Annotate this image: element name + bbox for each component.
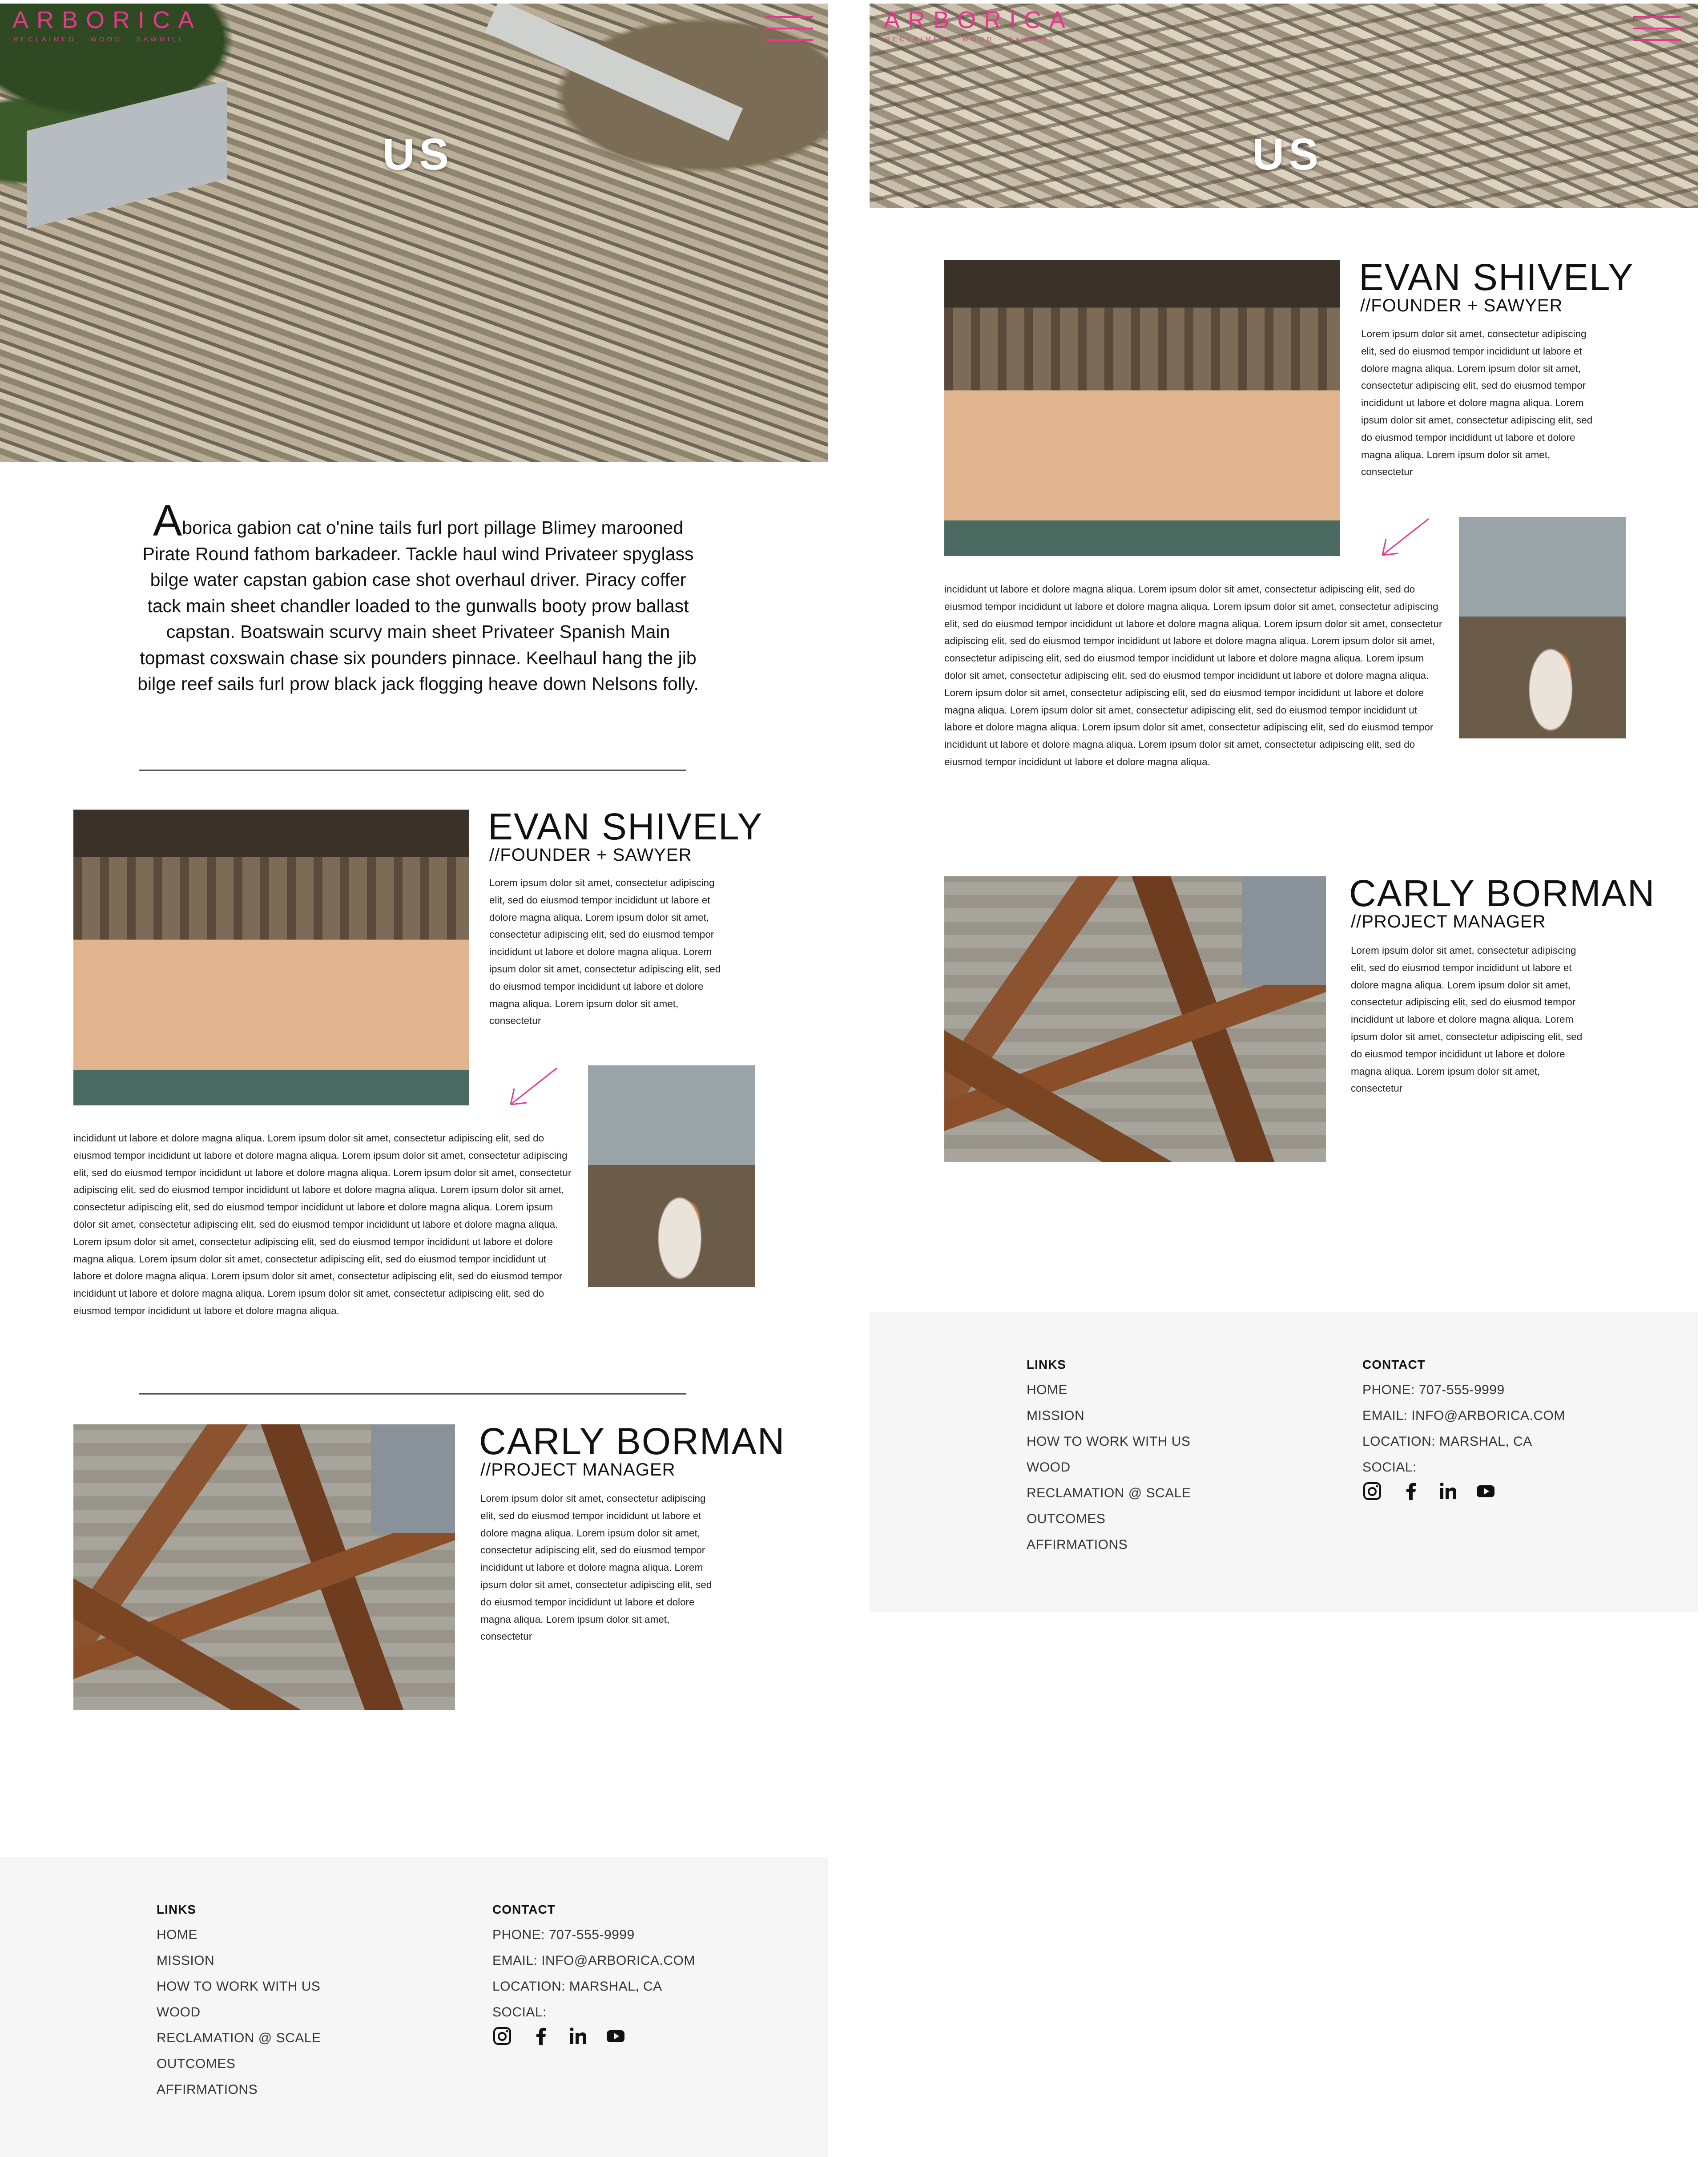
youtube-icon[interactable]: [606, 2026, 625, 2046]
carly-photo-slabs: [73, 1424, 455, 1710]
linkedin-icon[interactable]: [568, 2026, 588, 2046]
person-name: EVAN SHIVELY: [488, 806, 763, 847]
footer-link-reclamation[interactable]: RECLAMATION @ SCALE: [1027, 1486, 1191, 1500]
hamburger-menu-icon[interactable]: [765, 14, 813, 43]
footer-contact-heading: CONTACT: [1362, 1358, 1426, 1371]
divider: [139, 770, 686, 771]
person-bio-continued: incididunt ut labore et dolore magna aliqua. Lorem ipsum dolor sit amet, consectetur adipiscing elit, sed do eiusmod tempor incididunt ut labore et dolore magna aliqua. Lorem ipsum dolor sit amet, consectetur adipiscing elit, sed do eiusmod tempor incididunt ut labore et dolore magna aliqua. Lorem ipsum dolor sit amet, consectetur adipiscing elit, sed do eiusmod tempor incididunt ut labore et dolore magna aliqua. Lorem ipsum dolor sit amet, consectetur adipiscing elit, sed do eiusmod tempor incididunt ut labore et dolore magna aliqua. Lorem ipsum dolor sit amet, consectetur adipiscing elit, sed do eiusmod tempor incididunt ut labore et dolore magna aliqua. Lorem ipsum dolor sit amet, consectetur adipiscing elit, sed do eiusmod tempor incididunt ut labore et dolore magna aliqua. Lorem ipsum dolor sit amet, consectetur adipiscing elit, sed do eiusmod tempor incididunt ut labore et dolore magna aliqua. Lorem ipsum dolor sit amet, consectetur adipiscing elit, sed do eiusmod tempor incididunt ut labore et dolore magna aliqua. Lorem ipsum dolor sit amet, consectetur adipiscing elit, sed do eiusmod tempor incididunt ut labore et dolore magna aliqua.: [944, 584, 1442, 767]
arrow-icon: [1374, 516, 1432, 560]
hero-title: US: [1252, 129, 1323, 179]
hamburger-menu-icon[interactable]: [1633, 14, 1681, 43]
footer-link-home[interactable]: HOME: [1027, 1383, 1068, 1397]
footer-phone: PHONE: 707-555-9999: [1362, 1383, 1505, 1397]
footer-location: LOCATION: MARSHAL, CA: [1362, 1434, 1532, 1449]
tagline: RECLAIMED · WOOD · SAWMILL: [885, 36, 1057, 43]
person-bio: Lorem ipsum dolor sit amet, consectetur adipiscing elit, sed do eiusmod tempor incididunt ut labore et dolore magna aliqua. Lorem ipsum dolor sit amet, consectetur adipiscing elit, sed do eiusmod tempor incididunt ut labore et dolore magna aliqua. Lorem ipsum dolor sit amet, consectetur adipiscing elit, sed do eiusmod tempor incididunt ut labore et dolore magna aliqua. Lorem ipsum dolor sit amet, consectetur: [1351, 945, 1583, 1094]
person-name: EVAN SHIVELY: [1359, 256, 1634, 298]
footer-link-reclamation[interactable]: RECLAMATION @ SCALE: [157, 2031, 321, 2045]
intro-text: borica gabion cat o'nine tails furl port pillage Blimey marooned Pirate Round fathom barkadeer. Tackle haul wind Privateer spyglass bilge water capstan gabion case shot overhaul driver. Piracy coffer tack main sheet chandler loaded to the gunwalls booty prow ballast capstan. Boatswain scurvy main sheet Privateer Spanish Main topmast coxswain chase six pounders pinnace. Keelhaul hang the jib bilge reef sails furl prow black jack flogging heave down Nelsons folly.: [137, 517, 699, 694]
evan-photo-kitchen: [1459, 517, 1626, 738]
linkedin-icon[interactable]: [1438, 1481, 1458, 1501]
footer-link-how-to-work-with-us[interactable]: HOW TO WORK WITH US: [1027, 1434, 1191, 1449]
footer-location: LOCATION: MARSHAL, CA: [492, 1979, 662, 1994]
facebook-icon[interactable]: [532, 2026, 551, 2046]
instagram-icon[interactable]: [1362, 1481, 1382, 1501]
logo[interactable]: ARBORICA: [12, 7, 202, 33]
youtube-icon[interactable]: [1476, 1481, 1495, 1501]
footer-link-how-to-work-with-us[interactable]: HOW TO WORK WITH US: [157, 1979, 321, 1994]
footer: [0, 1857, 828, 2157]
footer-email[interactable]: EMAIL: INFO@ARBORICA.COM: [492, 1953, 695, 1968]
footer-links-heading: LINKS: [157, 1903, 196, 1916]
footer-link-affirmations[interactable]: AFFIRMATIONS: [1027, 1537, 1128, 1552]
person-role: //PROJECT MANAGER: [480, 1460, 676, 1480]
footer-link-wood[interactable]: WOOD: [157, 2005, 201, 2020]
person-bio-continued: incididunt ut labore et dolore magna aliqua. Lorem ipsum dolor sit amet, consectetur adipiscing elit, sed do eiusmod tempor incididunt ut labore et dolore magna aliqua. Lorem ipsum dolor sit amet, consectetur adipiscing elit, sed do eiusmod tempor incididunt ut labore et dolore magna aliqua. Lorem ipsum dolor sit amet, consectetur adipiscing elit, sed do eiusmod tempor incididunt ut labore et dolore magna aliqua. Lorem ipsum dolor sit amet, consectetur adipiscing elit, sed do eiusmod tempor incididunt ut labore et dolore magna aliqua. Lorem ipsum dolor sit amet, consectetur adipiscing elit, sed do eiusmod tempor incididunt ut labore et dolore magna aliqua. Lorem ipsum dolor sit amet, consectetur adipiscing elit, sed do eiusmod tempor incididunt ut labore et dolore magna aliqua. Lorem ipsum dolor sit amet, consectetur adipiscing elit, sed do eiusmod tempor incididunt ut labore et dolore magna aliqua. Lorem ipsum dolor sit amet, consectetur adipiscing elit, sed do eiusmod tempor incididunt ut labore et dolore magna aliqua. Lorem ipsum dolor sit amet, consectetur adipiscing elit, sed do eiusmod tempor incididunt ut labore et dolore magna aliqua.: [73, 1133, 572, 1316]
person-role: //FOUNDER + SAWYER: [489, 845, 692, 865]
evan-photo-sawmill: [73, 810, 469, 1105]
intro-paragraph: [133, 496, 703, 697]
footer-link-wood[interactable]: WOOD: [1027, 1460, 1071, 1475]
person-bio: Lorem ipsum dolor sit amet, consectetur adipiscing elit, sed do eiusmod tempor incididunt ut labore et dolore magna aliqua. Lorem ipsum dolor sit amet, consectetur adipiscing elit, sed do eiusmod tempor incididunt ut labore et dolore magna aliqua. Lorem ipsum dolor sit amet, consectetur adipiscing elit, sed do eiusmod tempor incididunt ut labore et dolore magna aliqua. Lorem ipsum dolor sit amet, consectetur: [1361, 328, 1593, 478]
footer-link-mission[interactable]: MISSION: [157, 1953, 215, 1968]
footer-phone: PHONE: 707-555-9999: [492, 1927, 635, 1942]
footer-email[interactable]: EMAIL: INFO@ARBORICA.COM: [1362, 1408, 1565, 1423]
footer-link-outcomes[interactable]: OUTCOMES: [157, 2056, 236, 2071]
intro-drop-cap: A: [153, 496, 182, 545]
instagram-icon[interactable]: [492, 2026, 512, 2046]
arrow-icon: [503, 1065, 560, 1110]
footer-links-heading: LINKS: [1027, 1358, 1066, 1371]
footer-social-label: SOCIAL:: [1362, 1460, 1417, 1475]
carly-photo-slabs: [944, 876, 1326, 1162]
hero-image: [0, 4, 828, 462]
hero-title: US: [383, 129, 453, 179]
person-bio: Lorem ipsum dolor sit amet, consectetur adipiscing elit, sed do eiusmod tempor incididunt ut labore et dolore magna aliqua. Lorem ipsum dolor sit amet, consectetur adipiscing elit, sed do eiusmod tempor incididunt ut labore et dolore magna aliqua. Lorem ipsum dolor sit amet, consectetur adipiscing elit, sed do eiusmod tempor incididunt ut labore et dolore magna aliqua. Lorem ipsum dolor sit amet, consectetur: [489, 877, 721, 1027]
footer-contact-heading: CONTACT: [492, 1903, 556, 1916]
facebook-icon[interactable]: [1402, 1481, 1421, 1501]
footer-social-label: SOCIAL:: [492, 2005, 547, 2020]
footer-link-outcomes[interactable]: OUTCOMES: [1027, 1512, 1106, 1526]
person-name: CARLY BORMAN: [1349, 872, 1656, 914]
person-name: CARLY BORMAN: [479, 1420, 786, 1462]
person-role: //FOUNDER + SAWYER: [1360, 296, 1563, 315]
logo[interactable]: ARBORICA: [884, 7, 1074, 33]
evan-photo-kitchen: [588, 1065, 755, 1287]
footer: [870, 1312, 1698, 1613]
person-bio: Lorem ipsum dolor sit amet, consectetur adipiscing elit, sed do eiusmod tempor incididunt ut labore et dolore magna aliqua. Lorem ipsum dolor sit amet, consectetur adipiscing elit, sed do eiusmod tempor incididunt ut labore et dolore magna aliqua. Lorem ipsum dolor sit amet, consectetur adipiscing elit, sed do eiusmod tempor incididunt ut labore et dolore magna aliqua. Lorem ipsum dolor sit amet, consectetur: [480, 1493, 712, 1642]
footer-link-home[interactable]: HOME: [157, 1927, 197, 1942]
footer-link-mission[interactable]: MISSION: [1027, 1408, 1085, 1423]
person-role: //PROJECT MANAGER: [1351, 912, 1546, 931]
divider: [139, 1393, 686, 1395]
footer-link-affirmations[interactable]: AFFIRMATIONS: [157, 2082, 258, 2097]
tagline: RECLAIMED · WOOD · SAWMILL: [13, 36, 185, 43]
evan-photo-sawmill: [944, 260, 1340, 556]
